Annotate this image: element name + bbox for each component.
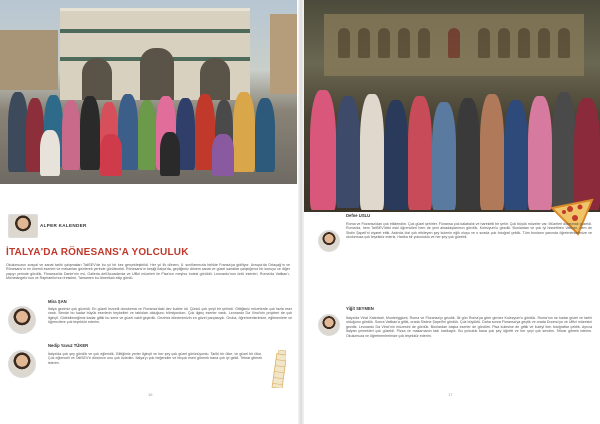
student-avatar [8,350,36,378]
student-avatar [318,314,340,336]
student-name: Nedip Yavuz TÜKER [48,343,89,348]
student-quote: İtalya'da Vinci Katedrali, Monteriggioni, Roma ve Floransa'yı gezdik. İlk gün Roma'ya girer girmez Kolezyum'u gördük. Roma'nın ne kadar güzel ve tarihi olduğunu gördük. Sonra Vatikan'a gittik, orada Sistine Şapeli'ni gördük. Çok büyüktü. Daha sonra Floransa'ya geçtik ve orada Duomo'yu ve Uffizi müzesini gezdik. Leonardo Da Vinci'nin müzesini de gördük. Bunlardan başka eserler de gördüm. Pisa kulesine de gittik ve kuleyi iten fotoğraflar çektik. Ayrıca İtalyan yemekleri çok güzeldi. Pizza ve makarnanın tadı harikaydı. Bu yolculuk bana çok şey öğretti ve her şeyi çok sevdim. Tekrar gitmek isterim. Okulumuza ve öğretmenlerimize çok teşekkür ederim. [346,316,592,338]
cathedral-facade [60,8,250,100]
page-number: 16 [148,392,153,397]
student-avatar [318,230,340,252]
pisa-tower-illustration [268,350,286,388]
student-avatar [8,306,36,334]
student-name: Defne USLU [346,213,371,218]
intro-paragraph: Okulumuzun sosyal ve sanat tarihi çalışmaları TaliSEV'de bu yıl bir kez gerçekleştirildi. Her yıl ilk dönem, 6. sınıflarımızla birlikte Fransa'ya gidiliyor. Avrupa'da Ortaçağ'ın ve Rönesans'ın en önemli eserleri ve mekanları gezilerek yerinde görülecekti. Rönesans'ın beşiği İtalya'da, geçtiğimiz dönem sanat ve güzel sanatlar çalıştığımız bir konuyu ve diğer yapıyı yerinde gördük. Floransa'da Dante'nin evi, Galleria dell'Accademia ve Uffizi müzeleri ile Pisa'nın meşhur kulesi görüldü. Leonardo'nun ünlü eserleri, Roma'da Vatikan'ı, Michelangelo'nun ve Raphaello'nun freskleri, Tamamen bu Amerikalı ekip gördü. [6,263,290,281]
student-name: Yiğit SEYMEN [346,306,374,311]
article-headline: İTALYA'DA RÖNESANS'A YOLCULUK [6,247,189,258]
student-quote: Roma ve Floransa'dan çok etkilendim. Çok güzel şehirler. Floransa çok kalabalık ve hareketli bir şehir. Çok büyük müzeler var. Müzeleri dolaşmak güzeldi. Roma'da, hem TaliSEV'deki eski öğrencileri hem de yeni arkadaşlarımızı gördük. Kolezyum'u gezdik. Bunlardan ve çok iyi hissettiren Vatikan, hem de Sistin Şapeli'ni ziyaret ettik. Aslında bizi çok etkileyen şey kulenin eğik oluşu ve o sırada çok fotoğraf çektik. Tüm bunların yanında öğretmenlerimize ve okulumuza çok teşekkür ederiz. Harika bir yolculuktu ve her şey çok güzeldi. [346,222,592,240]
bell-tower [270,14,297,94]
student-name: Mira ŞAN [48,299,67,304]
page-number: 17 [448,392,453,397]
building-left [0,30,58,90]
student-quote: İtalya gezimiz çok güzeldi. En güzeli lezzetli dondurma ve Floransa'daki dev kubbe idi. Çünkü çok yeşil bir şehirdi. Gittiğimiz müzelerde çok fazla eser vardı. Bende bu kadar büyük eserlerin heykelleri ve tabloları olduğunu bilmiyordum. Çok ilginç eserler vardı. Leonardo Da Vinci'nin projeleri de çok ilginçti. Gidebileceğimiz kadar gittik bu sene ve güzel vakit geçirdik. Gezimiz dönemimizin en güzel parçasıydı. Gruba, öğretmenlerimize, eğitmenlere ve öğrencilere çok teşekkür ederim. [48,307,292,325]
page-gutter [298,0,304,424]
author-photo [8,214,38,238]
student-quote: İtalya'da çok şey gördük ve çok eğlendik. Gittiğimiz yerler ilginçti ve her şey çok güzel görünüyordu. Tarihi bir ülke, ve güzel bir ülke. Çok eğlenceli ve TaliSEV'e dönünce onu çok özledim. İtalya'yı çok beğendim ve birçok eseri görmek bana çok iyi geldi. Tekrar gitmek isterim. [48,352,262,365]
group-photo-cathedral [0,0,297,184]
group-photo-last-supper [304,0,600,212]
author-name: ALPER KALENDER [40,223,87,228]
last-supper-mural [324,14,584,76]
